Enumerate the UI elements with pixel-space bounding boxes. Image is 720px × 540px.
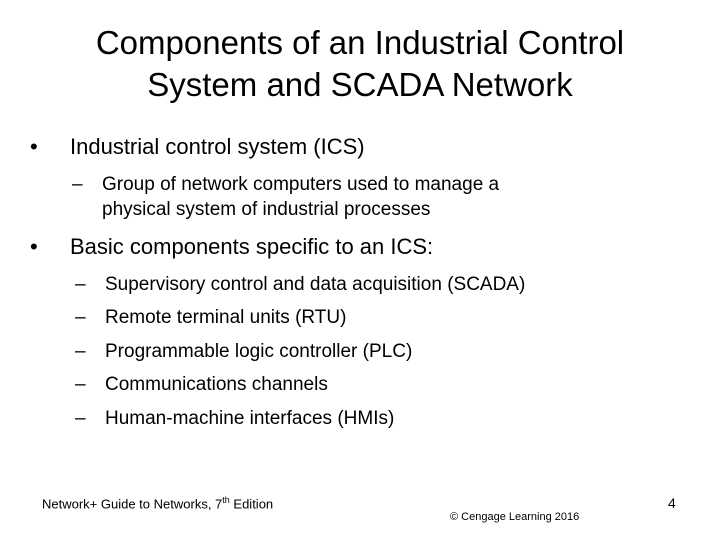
slide-title [40, 22, 680, 106]
footer-copyright: © Cengage Learning 2016 [450, 511, 580, 523]
page-number: 4 [668, 495, 676, 511]
footer-book-suffix: Edition [229, 496, 274, 512]
sub-bullet-mark: – [75, 307, 86, 328]
footer-book-sup: th [222, 495, 230, 505]
sub-bullet-text: Supervisory control and data acquisition (SCADA) [105, 274, 526, 295]
footer-book-prefix: Network+ Guide to Networks, 7 [42, 496, 223, 512]
sub-bullet-text: Communications channels [105, 374, 328, 395]
sub-bullet-mark: – [72, 174, 83, 195]
sub-bullet-text: Human-machine interfaces (HMIs) [105, 408, 395, 429]
slide-title-line2: System and SCADA Network [147, 66, 573, 103]
bullet-text: Industrial control system (ICS) [70, 134, 365, 159]
sub-bullet-mark: – [75, 374, 86, 395]
footer-book-title [42, 495, 273, 511]
sub-bullet-text: Programmable logic controller (PLC) [105, 341, 413, 362]
bullet-text: Basic components specific to an ICS: [70, 234, 434, 259]
bullet-mark: • [30, 134, 38, 159]
sub-bullet-text: Remote terminal units (RTU) [105, 307, 347, 328]
sub-bullet-line1: Group of network computers used to manage a [102, 174, 500, 195]
sub-bullet-text [102, 172, 499, 222]
sub-bullet-line2: physical system of industrial processes [102, 199, 431, 220]
sub-bullet-mark: – [75, 408, 86, 429]
sub-bullet-mark: – [75, 341, 86, 362]
bullet-mark: • [30, 234, 38, 259]
sub-bullet-mark: – [75, 274, 86, 295]
slide-title-line1: Components of an Industrial Control [95, 24, 625, 61]
